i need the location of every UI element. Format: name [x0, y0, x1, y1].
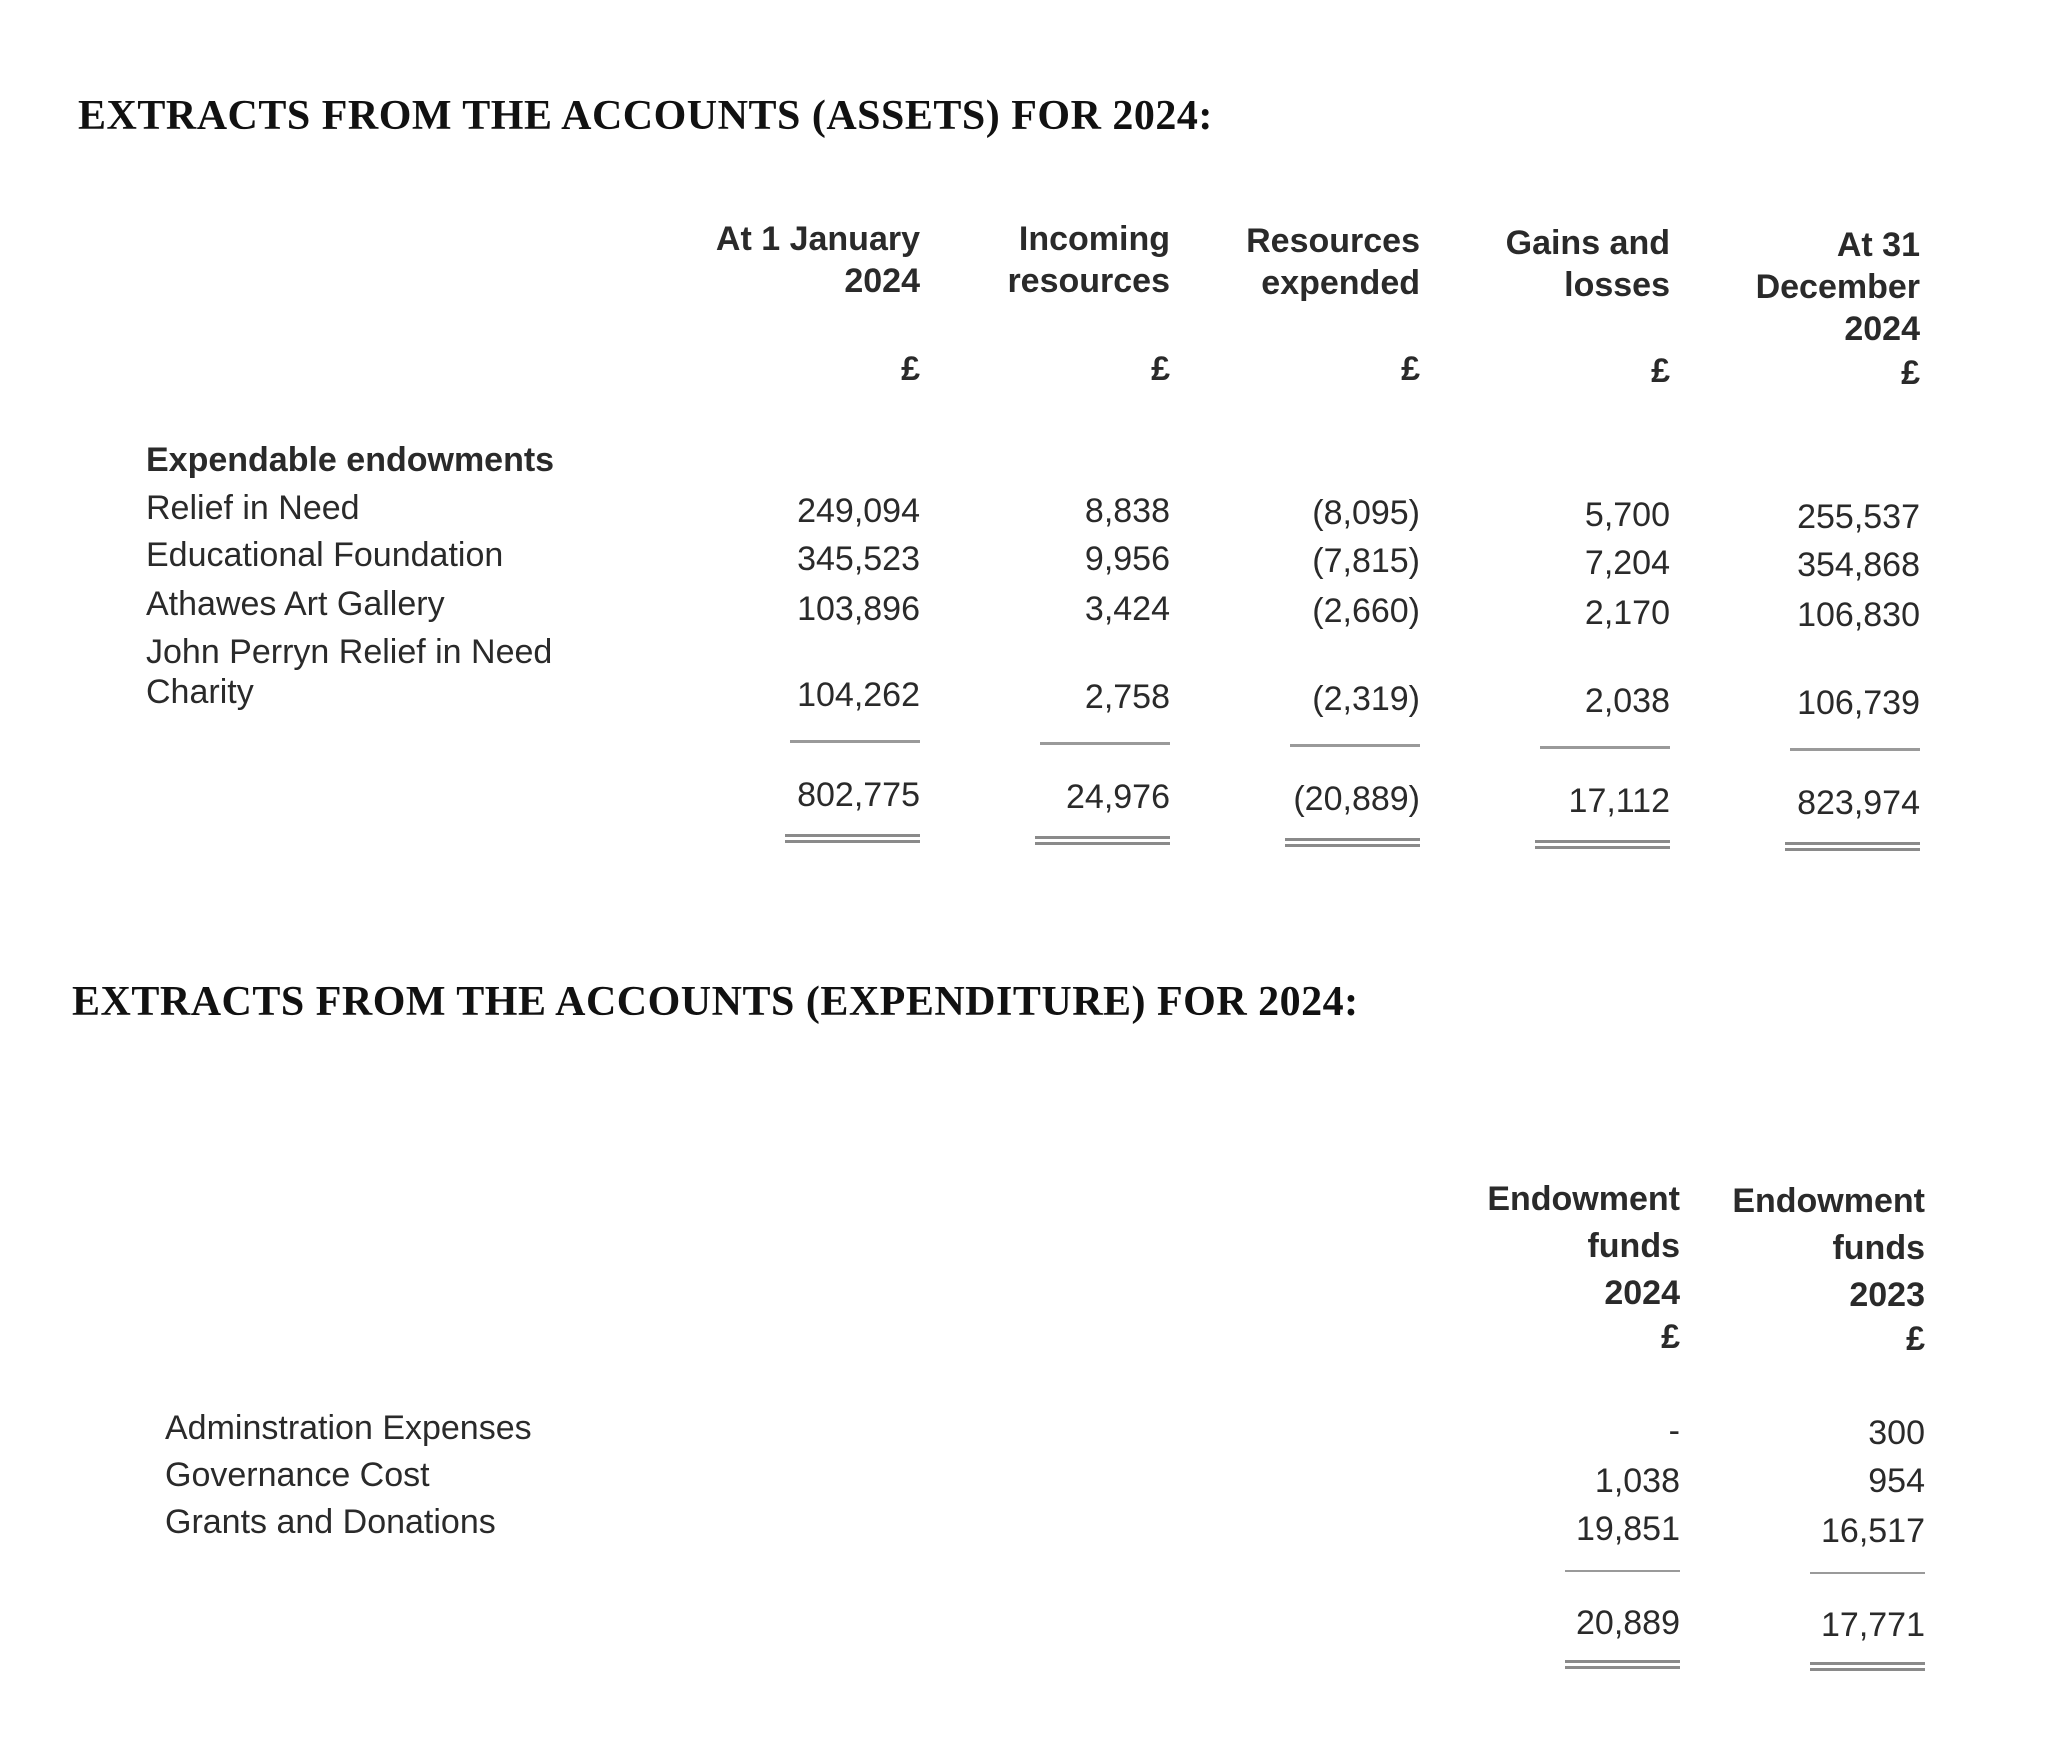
assets-subtotal-rule	[1790, 748, 1920, 751]
assets-cell: (8,095)	[1312, 494, 1420, 532]
expenditure-total-double-rule	[1565, 1660, 1680, 1669]
assets-total: 17,112	[1568, 782, 1670, 820]
expenditure-cell: 1,038	[1594, 1462, 1680, 1500]
assets-cell: 5,700	[1584, 496, 1670, 534]
assets-currency-closing: £	[1901, 354, 1920, 392]
assets-col-header-closing: At 31 December 2024	[1755, 226, 1920, 348]
assets-row-label-relief: Relief in Need	[146, 489, 360, 527]
assets-total: 24,976	[1066, 778, 1170, 816]
assets-cell: 2,038	[1584, 682, 1670, 720]
assets-currency-gains: £	[1651, 352, 1670, 390]
expenditure-row-label-grants: Grants and Donations	[165, 1503, 496, 1541]
expenditure-col-header-2024: Endowment funds 2024	[1487, 1180, 1680, 1312]
expenditure-total-double-rule	[1810, 1662, 1925, 1671]
assets-row-label-educational: Educational Foundation	[146, 536, 504, 574]
expenditure-total: 20,889	[1576, 1604, 1680, 1642]
assets-cell: 255,537	[1797, 498, 1920, 536]
expenditure-title: EXTRACTS FROM THE ACCOUNTS (EXPENDITURE) FOR 2024:	[72, 979, 1359, 1025]
assets-total-double-rule	[1035, 836, 1170, 845]
assets-cell: (2,660)	[1312, 592, 1420, 630]
assets-total: 823,974	[1797, 784, 1920, 822]
assets-cell: 354,868	[1797, 546, 1920, 584]
assets-col-header-opening: At 1 January 2024	[715, 220, 920, 300]
expenditure-cell: 954	[1868, 1462, 1925, 1500]
assets-col-header-incoming: Incoming resources	[1007, 220, 1170, 300]
assets-cell: 2,758	[1084, 678, 1170, 716]
assets-row-label-perryn: John Perryn Relief in Need Charity	[146, 633, 553, 711]
assets-cell: 2,170	[1584, 594, 1670, 632]
assets-cell: (7,815)	[1312, 542, 1420, 580]
assets-cell: 3,424	[1084, 590, 1170, 628]
expenditure-row-label-governance: Governance Cost	[165, 1456, 430, 1494]
assets-total-double-rule	[1785, 842, 1920, 851]
assets-cell: 9,956	[1084, 540, 1170, 578]
expenditure-cell: 19,851	[1576, 1510, 1680, 1548]
assets-currency-incoming: £	[1151, 350, 1170, 388]
assets-cell: 106,739	[1797, 684, 1920, 722]
assets-subtotal-rule	[1540, 746, 1670, 749]
assets-col-header-gains: Gains and losses	[1505, 224, 1670, 304]
assets-subtotal-rule	[1290, 744, 1420, 747]
assets-cell: 7,204	[1584, 544, 1670, 582]
assets-total-double-rule	[785, 834, 920, 843]
expenditure-currency-2024: £	[1661, 1318, 1680, 1356]
assets-total: (20,889)	[1293, 780, 1420, 818]
assets-cell: 106,830	[1797, 596, 1920, 634]
expenditure-cell: -	[1668, 1412, 1680, 1450]
assets-currency-opening: £	[901, 350, 920, 388]
assets-title: EXTRACTS FROM THE ACCOUNTS (ASSETS) FOR 2024:	[78, 93, 1213, 139]
assets-total-double-rule	[1535, 840, 1670, 849]
assets-cell: 345,523	[797, 540, 920, 578]
expenditure-currency-2023: £	[1906, 1320, 1925, 1358]
expenditure-col-header-2023: Endowment funds 2023	[1732, 1182, 1925, 1314]
assets-currency-expended: £	[1401, 350, 1420, 388]
assets-cell: 8,838	[1084, 492, 1170, 530]
assets-section-label: Expendable endowments	[146, 441, 555, 479]
assets-total: 802,775	[797, 776, 920, 814]
assets-cell: (2,319)	[1312, 680, 1420, 718]
expenditure-subtotal-rule	[1565, 1570, 1680, 1572]
expenditure-cell: 300	[1868, 1414, 1925, 1452]
assets-cell: 103,896	[797, 590, 920, 628]
assets-col-header-expended: Resources expended	[1246, 222, 1420, 302]
assets-cell: 104,262	[797, 676, 920, 714]
assets-subtotal-rule	[790, 740, 920, 743]
assets-total-double-rule	[1285, 838, 1420, 847]
expenditure-row-label-admin: Adminstration Expenses	[165, 1409, 532, 1447]
assets-cell: 249,094	[797, 492, 920, 530]
assets-subtotal-rule	[1040, 742, 1170, 745]
expenditure-subtotal-rule	[1810, 1572, 1925, 1574]
expenditure-cell: 16,517	[1821, 1512, 1925, 1550]
expenditure-total: 17,771	[1821, 1606, 1925, 1644]
assets-row-label-athawes: Athawes Art Gallery	[146, 585, 445, 623]
